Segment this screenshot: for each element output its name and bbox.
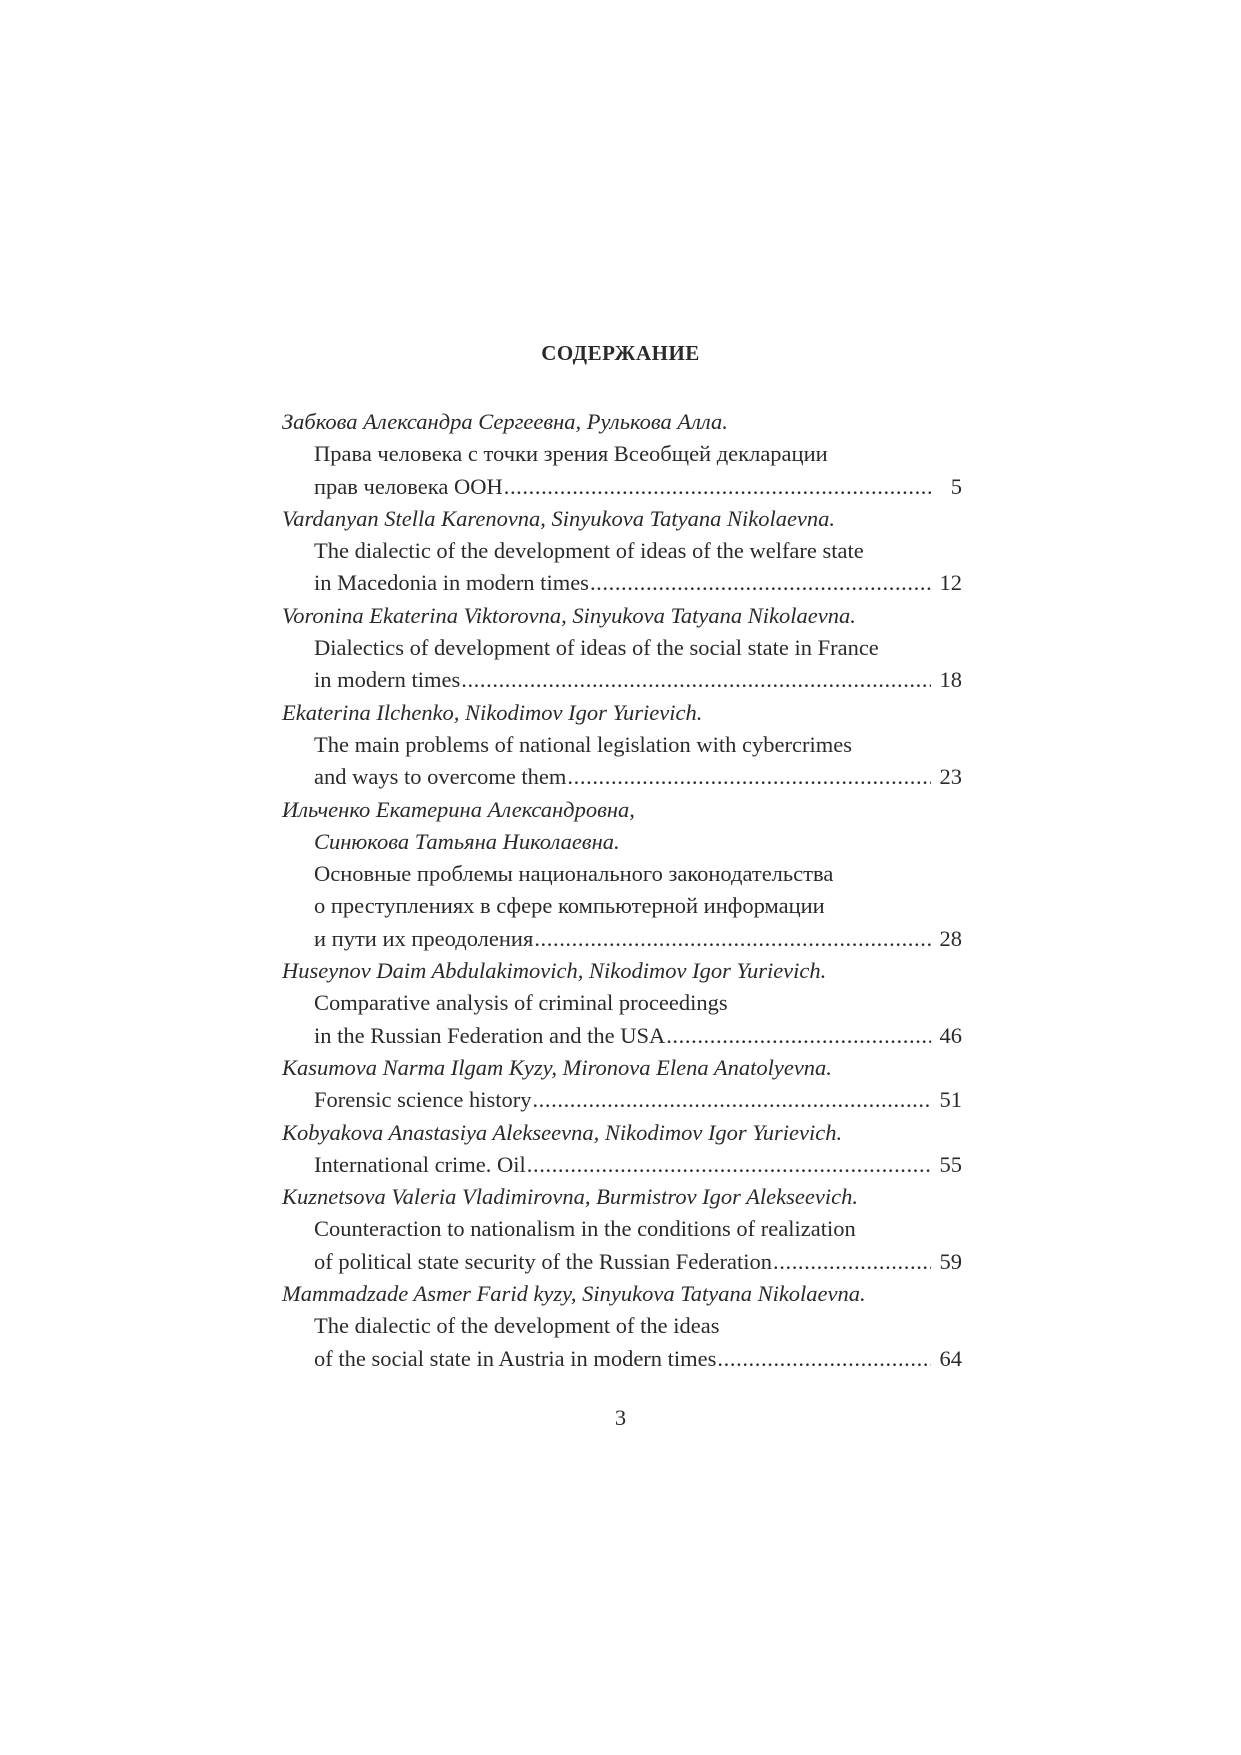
toc-entry-authors: Voronina Ekaterina Viktorovna, Sinyukova Tatyana Nikolaevna. bbox=[282, 602, 856, 628]
toc-entry-authors: Забкова Александра Сергеевна, Рулькова Алла. bbox=[282, 409, 728, 434]
toc-entry-title: The dialectic of the development of ideas of the welfare state bbox=[314, 538, 864, 564]
dot-leader bbox=[461, 664, 931, 696]
page-number: 3 bbox=[614, 1405, 627, 1430]
toc-entry[interactable] bbox=[282, 1117, 962, 1182]
dot-leader bbox=[534, 923, 931, 955]
toc-entry-authors: Kasumova Narma Ilgam Kyzy, Mironova Elena Anatolyevna. bbox=[282, 1054, 832, 1080]
toc-entry-title: Comparative analysis of criminal proceedings bbox=[314, 990, 728, 1016]
toc-entry[interactable] bbox=[282, 697, 962, 794]
toc-entry-title: in modern times bbox=[314, 667, 461, 693]
toc-entry-title: in Macedonia in modern times bbox=[314, 570, 589, 596]
toc-entry-title-last-line bbox=[282, 664, 962, 696]
toc-entry-authors: Vardanyan Stella Karenovna, Sinyukova Tatyana Nikolaevna. bbox=[282, 505, 836, 531]
toc-entry-title-last-line bbox=[282, 1343, 962, 1375]
toc-entry[interactable] bbox=[282, 955, 962, 1052]
toc-entry[interactable] bbox=[282, 1181, 962, 1278]
dot-leader bbox=[773, 1246, 931, 1278]
toc-entry-authors: Huseynov Daim Abdulakimovich, Nikodimov Igor Yurievich. bbox=[282, 958, 827, 984]
toc-entry-title: in the Russian Federation and the USA bbox=[314, 1022, 666, 1048]
toc-entry-page[interactable]: 28 bbox=[939, 925, 962, 951]
toc-entry-title-last-line bbox=[282, 1149, 962, 1181]
toc-entry-title: и пути их преодоления bbox=[314, 925, 534, 951]
toc-entry[interactable] bbox=[282, 600, 962, 697]
dot-leader bbox=[532, 1084, 931, 1116]
page-title: СОДЕРЖАНИЕ bbox=[541, 341, 700, 365]
toc-entry-title: of the social state in Austria in modern times bbox=[314, 1345, 717, 1371]
toc-entry-title-last-line bbox=[282, 923, 962, 955]
toc-entry[interactable] bbox=[282, 406, 962, 503]
toc-entry-title-last-line bbox=[282, 567, 962, 599]
table-of-contents bbox=[282, 406, 962, 1375]
toc-entry-authors: Kuznetsova Valeria Vladimirovna, Burmistrov Igor Alekseevich. bbox=[282, 1184, 858, 1210]
dot-leader bbox=[590, 567, 931, 599]
dot-leader bbox=[666, 1020, 931, 1052]
toc-entry-title: Dialectics of development of ideas of the social state in France bbox=[314, 635, 879, 661]
toc-entry-authors: Mammadzade Asmer Farid kyzy, Sinyukova Tatyana Nikolaevna. bbox=[282, 1281, 866, 1307]
toc-entry-title: International crime. Oil bbox=[314, 1151, 526, 1177]
toc-entry-title-last-line bbox=[282, 1246, 962, 1278]
toc-entry-authors: Синюкова Татьяна Николаевна. bbox=[314, 828, 620, 854]
toc-entry[interactable] bbox=[282, 1278, 962, 1375]
dot-leader bbox=[527, 1149, 931, 1181]
toc-entry-page[interactable]: 55 bbox=[939, 1151, 962, 1177]
toc-entry-title: The dialectic of the development of the ideas bbox=[314, 1313, 720, 1339]
toc-entry-title: Основные проблемы национального законодательства bbox=[314, 861, 834, 887]
toc-entry-title-last-line bbox=[282, 1084, 962, 1116]
toc-entry-title: and ways to overcome them bbox=[314, 764, 567, 790]
toc-entry-title: Forensic science history bbox=[314, 1087, 532, 1113]
dot-leader bbox=[567, 761, 931, 793]
toc-entry-title: о преступлениях в сфере компьютерной информации bbox=[314, 893, 825, 919]
toc-entry-title: of political state security of the Russian Federation bbox=[314, 1248, 773, 1274]
toc-entry-authors: Ильченко Екатерина Александровна, bbox=[282, 796, 635, 822]
toc-entry-page[interactable]: 59 bbox=[939, 1248, 962, 1274]
toc-entry-page[interactable]: 18 bbox=[939, 667, 962, 693]
toc-entry-title-last-line bbox=[282, 471, 962, 503]
toc-entry-authors: Kobyakova Anastasiya Alekseevna, Nikodimov Igor Yurievich. bbox=[282, 1119, 843, 1145]
toc-entry-authors: Ekaterina Ilchenko, Nikodimov Igor Yurievich. bbox=[282, 699, 703, 725]
toc-entry[interactable] bbox=[282, 1052, 962, 1117]
toc-entry-title-last-line bbox=[282, 1020, 962, 1052]
dot-leader bbox=[717, 1343, 931, 1375]
toc-entry-title: Права человека с точки зрения Всеобщей декларации bbox=[314, 441, 828, 467]
toc-entry[interactable] bbox=[282, 503, 962, 600]
toc-entry-page[interactable]: 64 bbox=[939, 1345, 962, 1371]
toc-entry-title: The main problems of national legislation with cybercrimes bbox=[314, 731, 852, 757]
toc-entry[interactable] bbox=[282, 794, 962, 955]
toc-entry-title: Counteraction to nationalism in the conditions of realization bbox=[314, 1216, 856, 1242]
toc-entry-title: прав человека ООН bbox=[314, 473, 503, 499]
toc-entry-page[interactable]: 12 bbox=[939, 570, 962, 596]
dot-leader bbox=[504, 471, 931, 503]
toc-entry-page[interactable]: 23 bbox=[939, 764, 962, 790]
toc-entry-page[interactable]: 46 bbox=[939, 1022, 962, 1048]
toc-entry-page[interactable]: 5 bbox=[950, 473, 962, 499]
toc-entry-title-last-line bbox=[282, 761, 962, 793]
toc-entry-page[interactable]: 51 bbox=[939, 1087, 962, 1113]
